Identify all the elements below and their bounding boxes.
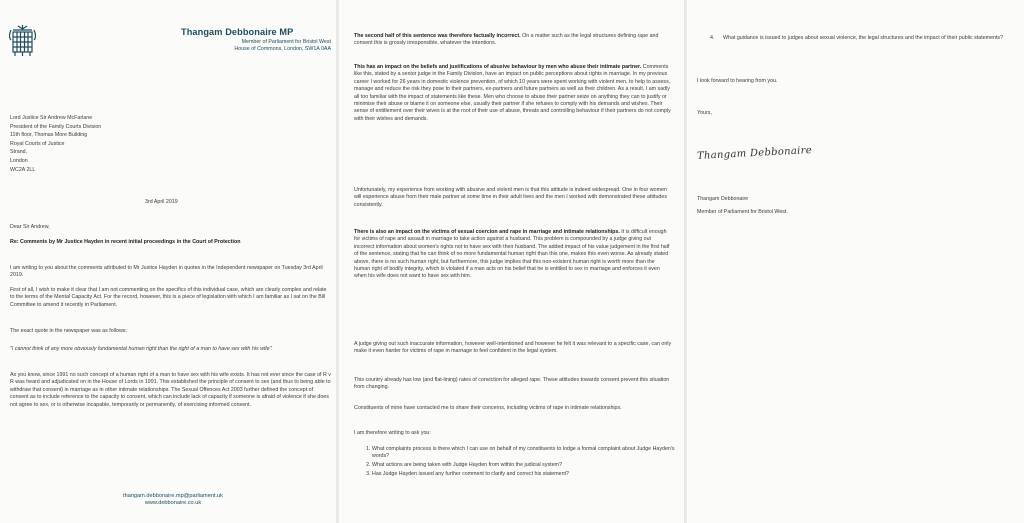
paragraph: Unfortunately, my experience from working with abusive and violent men is that this attitude is indeed widespread. One in four women will experience abuse from their male partner at some time in their adult lives and the men I worked with demonstrated these attitudes consistently. (354, 187, 667, 208)
recipient-line: President of the Family Courts Division (10, 123, 102, 130)
salutation: Dear Sir Andrew, (10, 224, 50, 230)
question-number: 4. (710, 35, 715, 41)
newspaper-quote: "I cannot think of any more obviously fundamental human right than the right of a man to have sex with his wife". (10, 346, 273, 352)
recipient-line: Royal Courts of Justice (10, 140, 65, 147)
question-item: 2. What actions are being taken with Judge Hayden from within the judicial system? (372, 462, 682, 469)
recipient-line: London (10, 157, 28, 164)
subject-line: Re: Comments by Mr Justice Hayden in recent initial proceedings in the Court of Protection (10, 239, 241, 245)
paragraph: I am therefore writing to ask you: (354, 430, 431, 436)
paragraph-bold: The second half of this sentence was therefore factually incorrect. (354, 33, 521, 39)
paragraph: I am writing to you about the comments attributed to Mr Justice Hayden in quotes in the Independent newspaper on Tuesday 3rd April 2019. (10, 265, 323, 279)
paragraph: Constituents of mine have contacted me to share their concerns, including victims of rape in intimate relationships. (354, 405, 622, 411)
handwritten-signature: Thangam Debbonaire (696, 144, 813, 163)
letterhead-details (186, 39, 331, 53)
paragraph: As you know, since 1991 no such concept of a human right of a man to have sex with his wife exists. It has not ever since the case of R v R was heard and adjudicated on in the House of Lords in 1991. This established the principle of consent to sex (and thus to being able to withdraw that consent) in marriage as in other intimate relationships. The Sexual Offences Act 2003 further defined the concept of consent as to include reference to the capacity to consent, which can include lack of capacity if someone is afraid of violence if she does not agree to sex, or is otherwise incapable, temporarily or permanently, of exercising informed consent. (10, 372, 331, 408)
letterhead-role: Member of Parliament for Bristol West (241, 39, 331, 45)
paragraph-text: Comments like this, stated by a senior judge in the Family Division, have an impact on public perceptions about rights in marriage. In my previous career I worked for 26 years in domestic violence prevention, of which 10 years were spent working with violent men, to help to assess, manage and reduce the risk they pose to their partners, ex-partners and future partners as well as their children. As a result, I am sadly all too familiar with the impact of statements like these. Men who choose to abuse their partner seize on anything they can to justify or minimise their abuse or blame it on someone else, usually their partner if she refuses to comply with his demands and wishes. Their sense of entitlement over their wives is at the root of their use of abuse, threats and controlling behaviour if their partners do not comply with their wishes and demands. (354, 64, 671, 122)
recipient-line: 11th floor, Thomas More Building (10, 132, 88, 139)
letter-footer (83, 493, 263, 507)
letter-page-1 (0, 0, 336, 523)
signatory-title: Member of Parliament for Bristol West. (697, 209, 788, 215)
paragraph (354, 64, 672, 123)
closing-line: I look forward to hearing from you. (697, 78, 778, 84)
paragraph: A judge giving out such inaccurate information, however well-intentioned and however he felt it was relevant to a specific case, can only make it even harder for victims of rape in marriage to feel confident in the legal system. (354, 341, 672, 355)
paragraph-text: It is difficult enough for victims of rape and assault in marriage to take action against a husband. This problem is compounded by a judge giving out incorrect information about women's rights not to have sex with their husband. The added impact of his value judgement in the first half of the sentence, stating that he can think of no more fundamental human right than this one, makes this even worse. As already stated above, there is no such human right, but furthermore, this judge implies that this non-existent human right is worth more than the human right of bodily integrity, which is violated if a man acts on his belief that he is entitled to sex in marriage and enforces it even when his wife does not want to have sex with him. (354, 229, 670, 280)
paragraph-bold: There is also an impact on the victims of sexual coercion and rape in marriage and intimate relationships. (354, 229, 620, 235)
footer-website: www.debbonaire.co.uk (144, 500, 202, 506)
paragraph (354, 229, 672, 281)
letter-date: 3rd April 2019 (145, 199, 178, 205)
letter-page-2 (340, 0, 684, 523)
paragraph: First of all, I wish to make it clear that I am not commenting on the specifics of this individual case, which are clearly complex and relate to the terms of the Mental Capacity Act. For the record, however, this is a piece of legislation with which I am familiar as I sat on the Bill Committee to amend it recently in Parliament. (10, 287, 327, 308)
paragraph-bold: This has an impact on the beliefs and justifications of abusive behaviour by men who abuse their intimate partner. (354, 64, 642, 70)
question-item: 1. What complaints process is there which I can use on behalf of my constituents to lodge a formal complaint about Judge Hayden's words? (372, 446, 682, 461)
recipient-line: WC2A 2LL (10, 166, 36, 173)
paragraph (354, 33, 672, 48)
sign-off: Yours, (697, 110, 712, 116)
recipient-line: Lord Justice Sir Andrew McFarlane (10, 115, 93, 121)
paragraph-text: On a matter such as the legal structures defining rape and consent this is grossly irresponsible, whatever the intentions. (354, 33, 659, 47)
question-list (360, 446, 682, 480)
letterhead-name: Thangam Debbonaire MP (181, 27, 294, 37)
letter-page-3 (688, 0, 1024, 523)
paragraph: This country already has low (and flat-lining) rates of conviction for alleged rape. These attitudes towards consent prevent this situation from changing. (354, 377, 670, 391)
recipient-line: Strand, (10, 149, 28, 156)
portcullis-crest-icon (9, 24, 36, 58)
question-item: What guidance is issued to judges about sexual violence, the legal structures and the impact of their public statements? (723, 35, 1004, 41)
paragraph: The exact quote in the newspaper was as follows: (10, 328, 127, 334)
signatory-name: Thangam Debbonaire (697, 196, 749, 202)
recipient-address (10, 115, 210, 175)
question-item: 3. Has Judge Hayden issued any further comment to clarify and correct his statement? (372, 471, 682, 478)
page-divider (336, 0, 339, 523)
footer-email: thangam.debbonaire.mp@parliament.uk (123, 493, 223, 499)
page-divider (684, 0, 687, 523)
letterhead-address: House of Commons, London, SW1A 0AA (234, 45, 331, 52)
